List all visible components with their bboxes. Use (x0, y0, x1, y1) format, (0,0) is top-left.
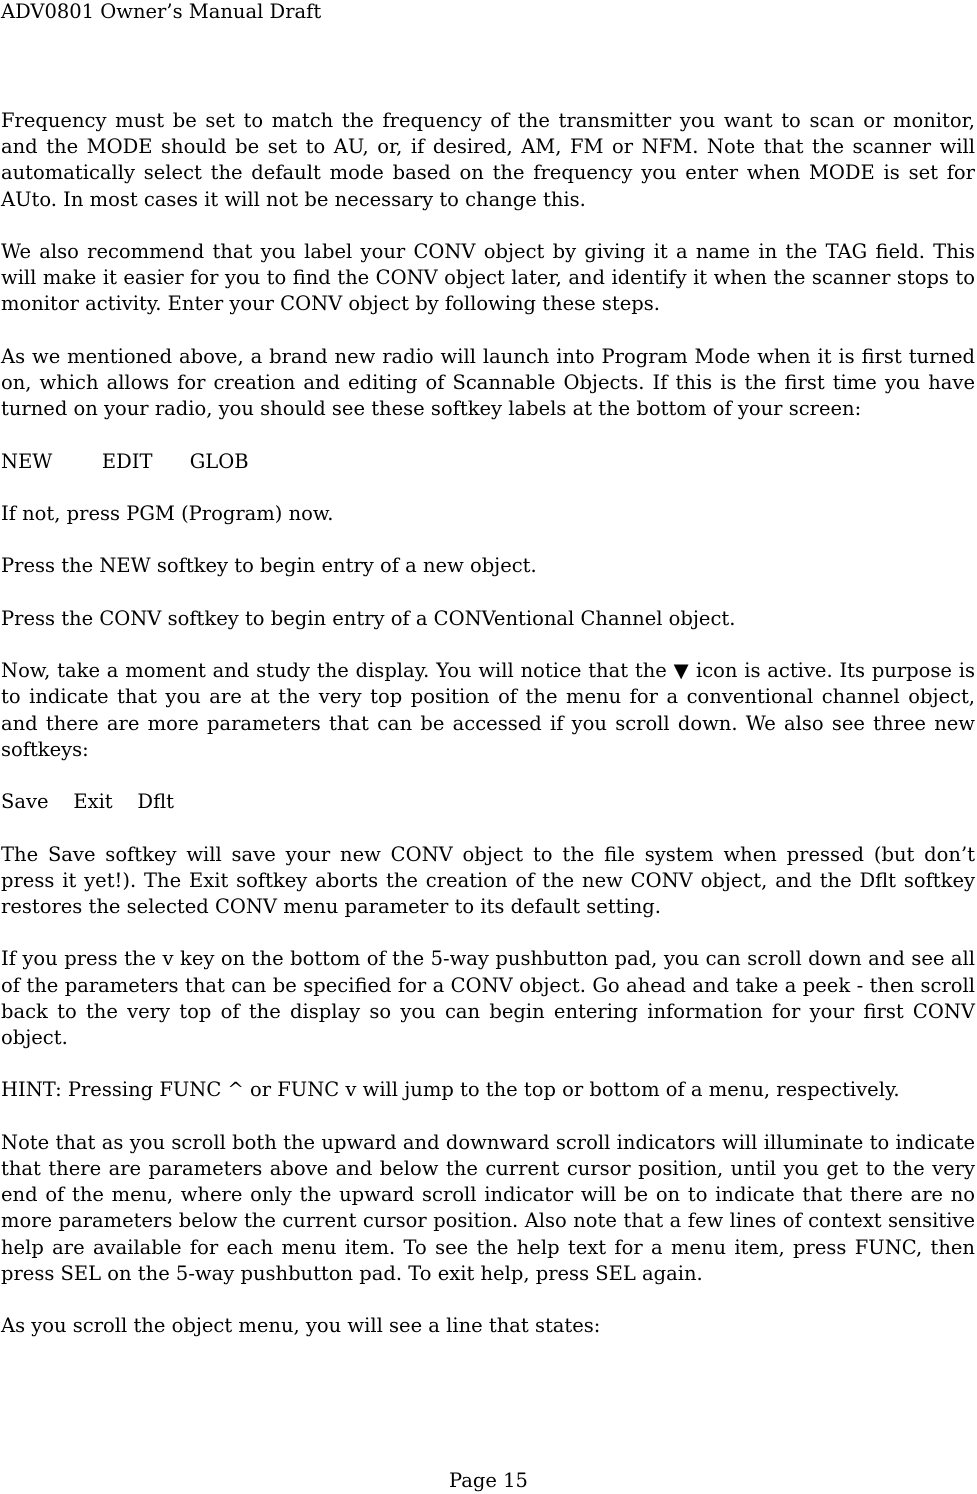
paragraph-press-conv: Press the CONV softkey to begin entry of a CONVentional Channel object. (1, 606, 736, 630)
paragraph-scroll-indicators: Note that as you scroll both the upward and downward scroll indicators will illuminate to indicate that there are parameters above and below the current cursor position, until you get to the very end of the menu, where only the upward scroll indicator will be on to indicate that there are no more parameters below the current cursor position. Also note that a few lines of context sensitive help are available for each menu item. To see the help text for a menu item, press FUNC, then press SEL on the 5-way pushbutton pad. To exit help, press SEL again. (1, 1130, 975, 1285)
paragraph-object-menu-line: As you scroll the object menu, you will see a line that states: (1, 1314, 601, 1338)
softkey-labels-program: NEW EDIT GLOB (1, 449, 249, 473)
document-body (1, 108, 975, 1366)
paragraph-hint: HINT: Pressing FUNC ^ or FUNC v will jump to the top or bottom of a menu, respectively. (1, 1078, 900, 1102)
page-number: Page 15 (449, 1469, 528, 1492)
paragraph-program-mode: As we mentioned above, a brand new radio will launch into Program Mode when it is first turned on, which allows for creation and editing of Scannable Objects. If this is the first time you have turned on your radio, you should see these softkey labels at the bottom of your screen: (1, 344, 975, 421)
softkey-labels-conv: Save Exit Dflt (1, 790, 174, 814)
paragraph-softkey-functions: The Save softkey will save your new CONV object to the file system when pressed (but don’t press it yet!). The Exit softkey aborts the creation of the new CONV object, and the Dflt softkey restores the selected CONV menu parameter to its default setting. (1, 842, 975, 918)
paragraph-tag-recommendation: We also recommend that you label your CONV object by giving it a name in the TAG field. This will make it easier for you to find the CONV object later, and identify it when the scanner stops to monitor activity. Enter your CONV object by following these steps. (1, 240, 975, 316)
document-header-title: ADV0801 Owner’s Manual Draft (1, 0, 322, 23)
paragraph-scroll-parameters: If you press the v key on the bottom of the 5-way pushbutton pad, you can scroll down and see all of the parameters that can be specified for a CONV object. Go ahead and take a peek - then scroll back to the very top of the display so you can begin entering information for your first CONV object. (1, 947, 975, 1049)
paragraph-press-pgm: If not, press PGM (Program) now. (1, 501, 334, 525)
paragraph-study-display: Now, take a moment and study the display. You will notice that the ▼ icon is active. Its purpose is to indicate that you are at the very top position of the menu for a conventional channel object, and there are more parameters that can be accessed if you scroll down. We also see three new softkeys: (1, 659, 975, 761)
paragraph-frequency: Frequency must be set to match the frequency of the transmitter you want to scan or monitor, and the MODE should be set to AU, or, if desired, AM, FM or NFM. Note that the scanner will automatically select the default mode based on the frequency you enter when MODE is set for AUto. In most cases it will not be necessary to change this. (1, 109, 975, 211)
paragraph-press-new: Press the NEW softkey to begin entry of a new object. (1, 554, 537, 578)
